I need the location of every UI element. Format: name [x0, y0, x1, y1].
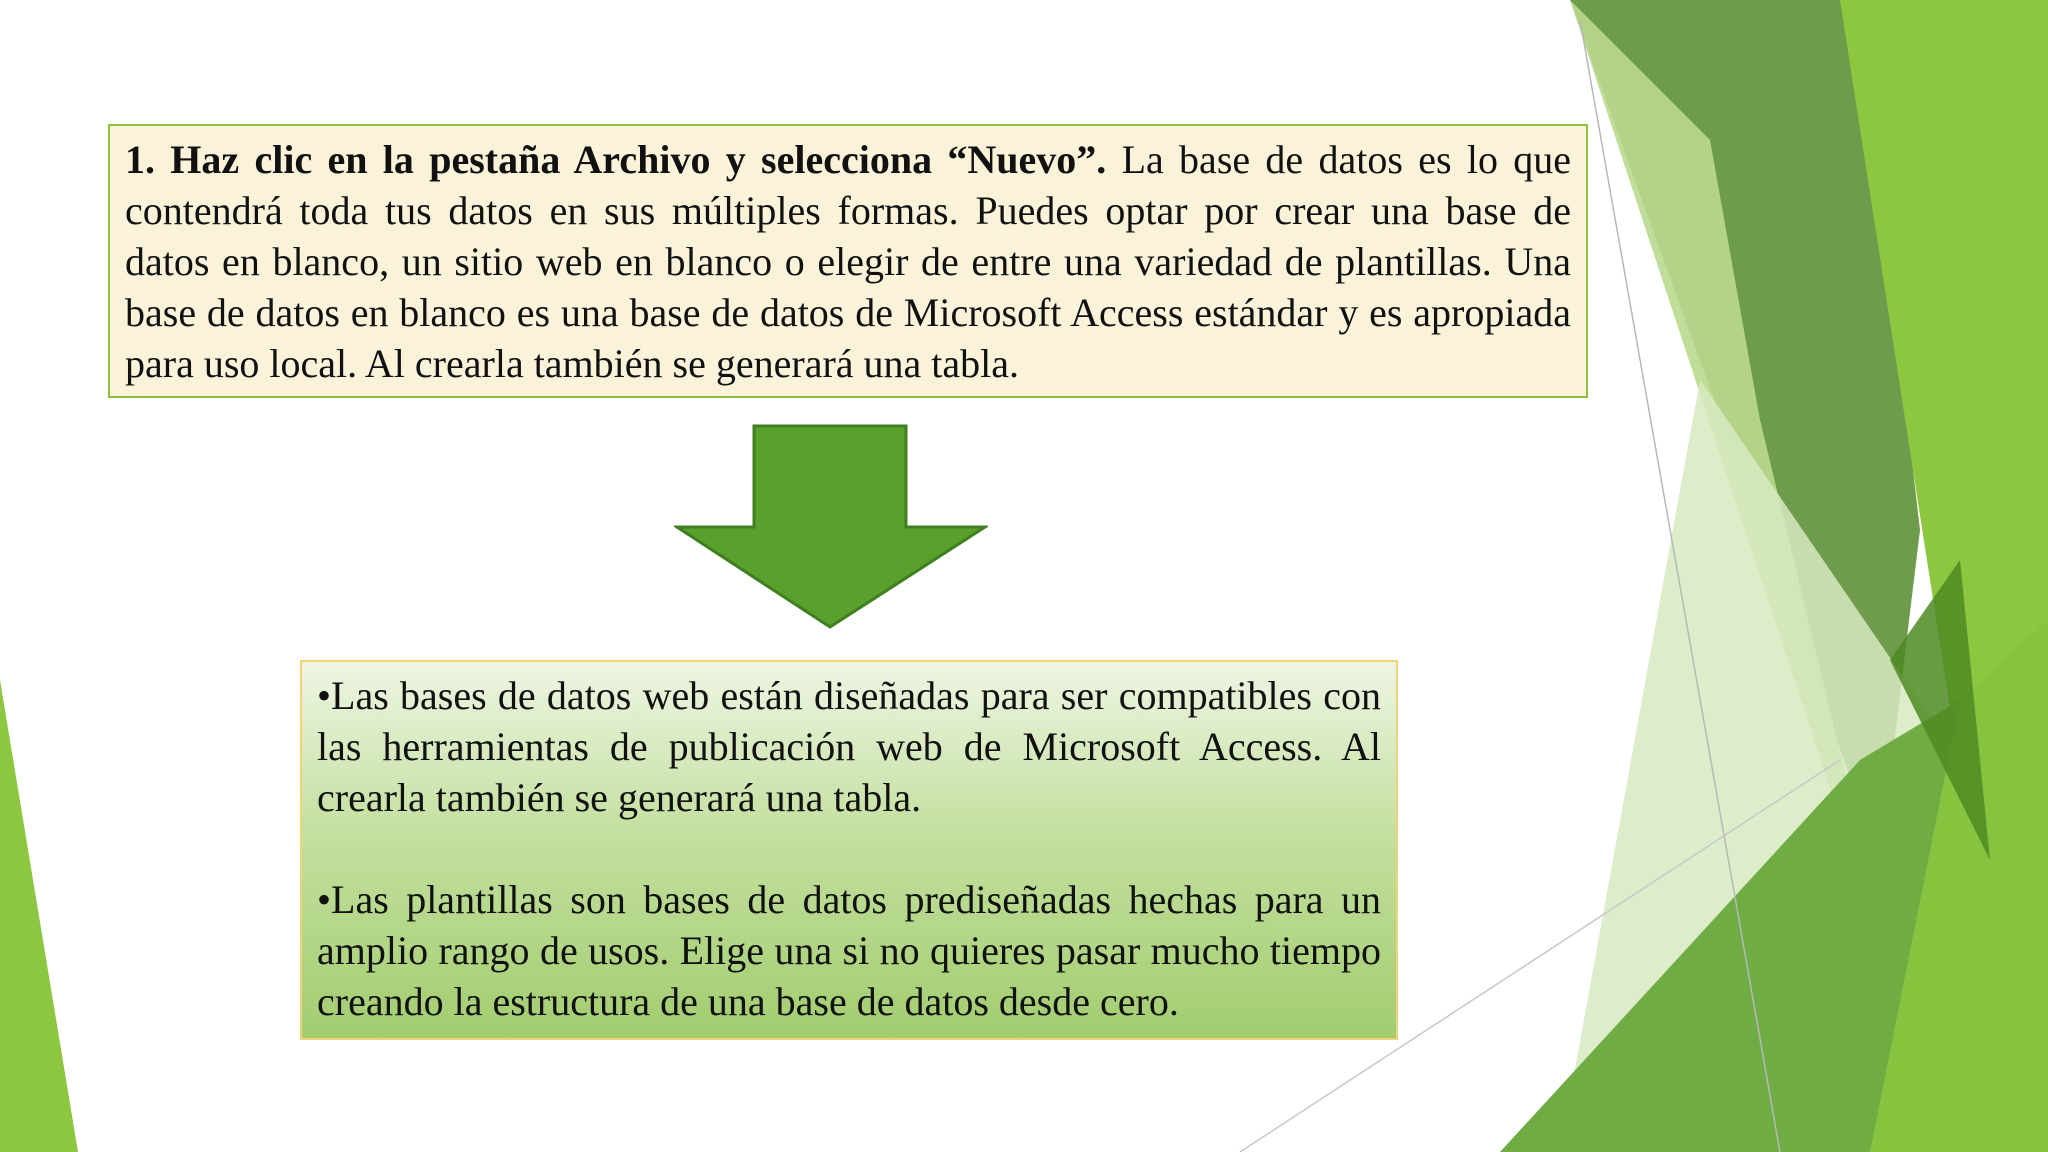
- step-description-box: [108, 124, 1588, 398]
- left-green-facet: [0, 680, 78, 1152]
- step-heading: 1. Haz clic en la pestaña Archivo y selecciona “Nuevo”.: [125, 137, 1107, 182]
- step-body: La base de datos es lo que contendrá toda tus datos en sus múltiples formas. Puedes optar por crear una base de datos en blanco, un sitio web en blanco o elegir de entre una variedad de plantillas. Una base de datos en blanco es una base de datos de Microsoft Access estándar y es apropiada para uso local. Al crearla también se generará una tabla.: [125, 137, 1571, 386]
- notes-box: [300, 660, 1398, 1040]
- down-arrow-icon: [674, 424, 988, 630]
- note-web-databases: •Las bases de datos web están diseñadas para ser compatibles con las herramientas de publicación web de Microsoft Access. Al crearla también se generará una tabla.: [317, 673, 1381, 820]
- note-templates: •Las plantillas son bases de datos prediseñadas hechas para un amplio rango de usos. Elige una si no quieres pasar mucho tiempo creando la estructura de una base de datos desde cero.: [317, 877, 1381, 1024]
